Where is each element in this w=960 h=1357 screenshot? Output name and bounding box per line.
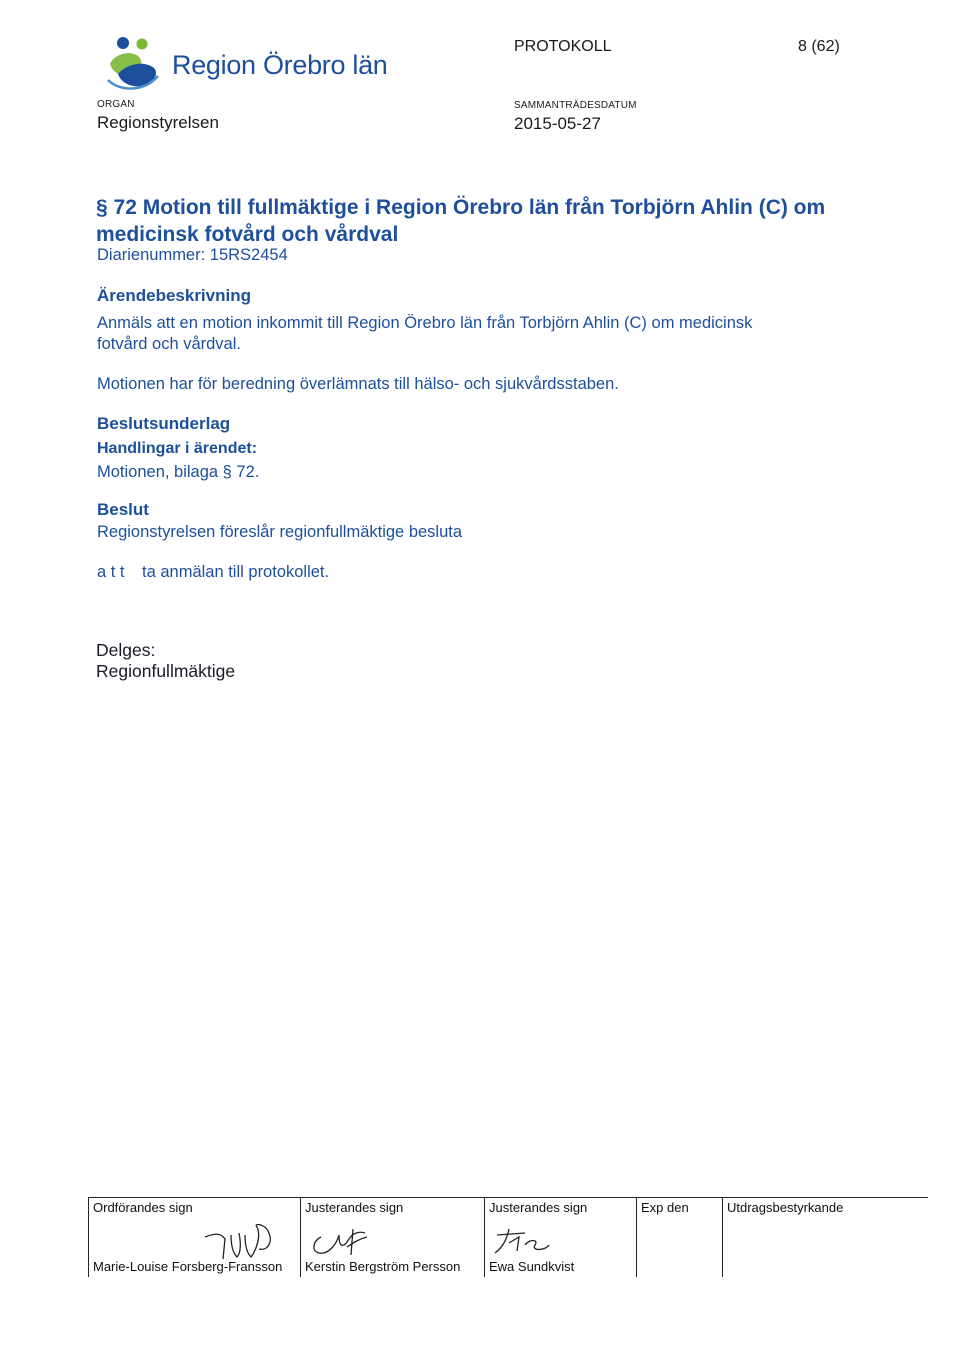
adjuster-2-sign-header: Justerandes sign bbox=[489, 1200, 588, 1215]
adjuster-1-sign-header: Justerandes sign bbox=[305, 1200, 404, 1215]
date-label: SAMMANTRÄDESDATUM bbox=[514, 100, 637, 111]
utdragsbestyrkande-header: Utdragsbestyrkande bbox=[727, 1200, 844, 1215]
signature-cell-utdrag bbox=[722, 1197, 929, 1277]
chair-sign-header: Ordförandes sign bbox=[93, 1200, 193, 1215]
meeting-date: 2015-05-27 bbox=[514, 114, 601, 133]
adjuster-2-name: Ewa Sundkvist bbox=[489, 1259, 575, 1274]
section-heading-arendebeskrivning: Ärendebeskrivning bbox=[97, 286, 251, 305]
description-paragraph-2: Motionen har för beredning överlämnats till hälso- och sjukvårdsstaben. bbox=[97, 375, 619, 393]
description-line-2: fotvård och vårdval. bbox=[97, 335, 241, 353]
document-type: PROTOKOLL bbox=[514, 38, 612, 55]
signature-cell-exp-den bbox=[636, 1197, 723, 1277]
section-heading-beslut: Beslut bbox=[97, 500, 149, 519]
logo-text: Region Örebro län bbox=[172, 50, 388, 80]
att-label: a t t bbox=[97, 563, 125, 581]
delges-label: Delges: bbox=[96, 640, 156, 660]
organ-value: Regionstyrelsen bbox=[97, 113, 219, 132]
adjuster-2-signature-scribble bbox=[489, 1225, 553, 1257]
signature-cell-chair bbox=[88, 1197, 301, 1277]
delges-recipient: Regionfullmäktige bbox=[96, 661, 236, 681]
signature-cell-adjuster-2 bbox=[484, 1197, 637, 1277]
page-title: § 72 Motion till fullmäktige i Region Örebro län från Torbjörn Ahlin (C) om medicinsk fotvård och vårdval bbox=[96, 196, 826, 246]
documents-subheading: Handlingar i ärendet: bbox=[97, 440, 258, 457]
section-heading-beslutsunderlag: Beslutsunderlag bbox=[97, 414, 231, 433]
chair-signature-scribble bbox=[201, 1219, 281, 1263]
organ-label: ORGAN bbox=[97, 99, 135, 110]
signature-cell-adjuster-1 bbox=[300, 1197, 485, 1277]
exp-den-header: Exp den bbox=[641, 1200, 689, 1215]
attachment-item: Motionen, bilaga § 72. bbox=[97, 463, 260, 481]
att-text: ta anmälan till protokollet. bbox=[142, 563, 330, 581]
signature-table bbox=[88, 1197, 928, 1277]
adjuster-1-signature-scribble bbox=[307, 1225, 377, 1261]
page-number: 8 (62) bbox=[798, 38, 840, 55]
decision-text: Regionstyrelsen föreslår regionfullmäktige besluta bbox=[97, 523, 463, 541]
region-logo-icon bbox=[104, 34, 162, 92]
chair-name: Marie-Louise Forsberg-Fransson bbox=[93, 1259, 283, 1274]
adjuster-1-name: Kerstin Bergström Persson bbox=[305, 1259, 461, 1274]
diarienummer: Diarienummer: 15RS2454 bbox=[97, 246, 288, 264]
description-line-1: Anmäls att en motion inkommit till Region Örebro län från Torbjörn Ahlin (C) om medicinsk bbox=[97, 314, 753, 332]
